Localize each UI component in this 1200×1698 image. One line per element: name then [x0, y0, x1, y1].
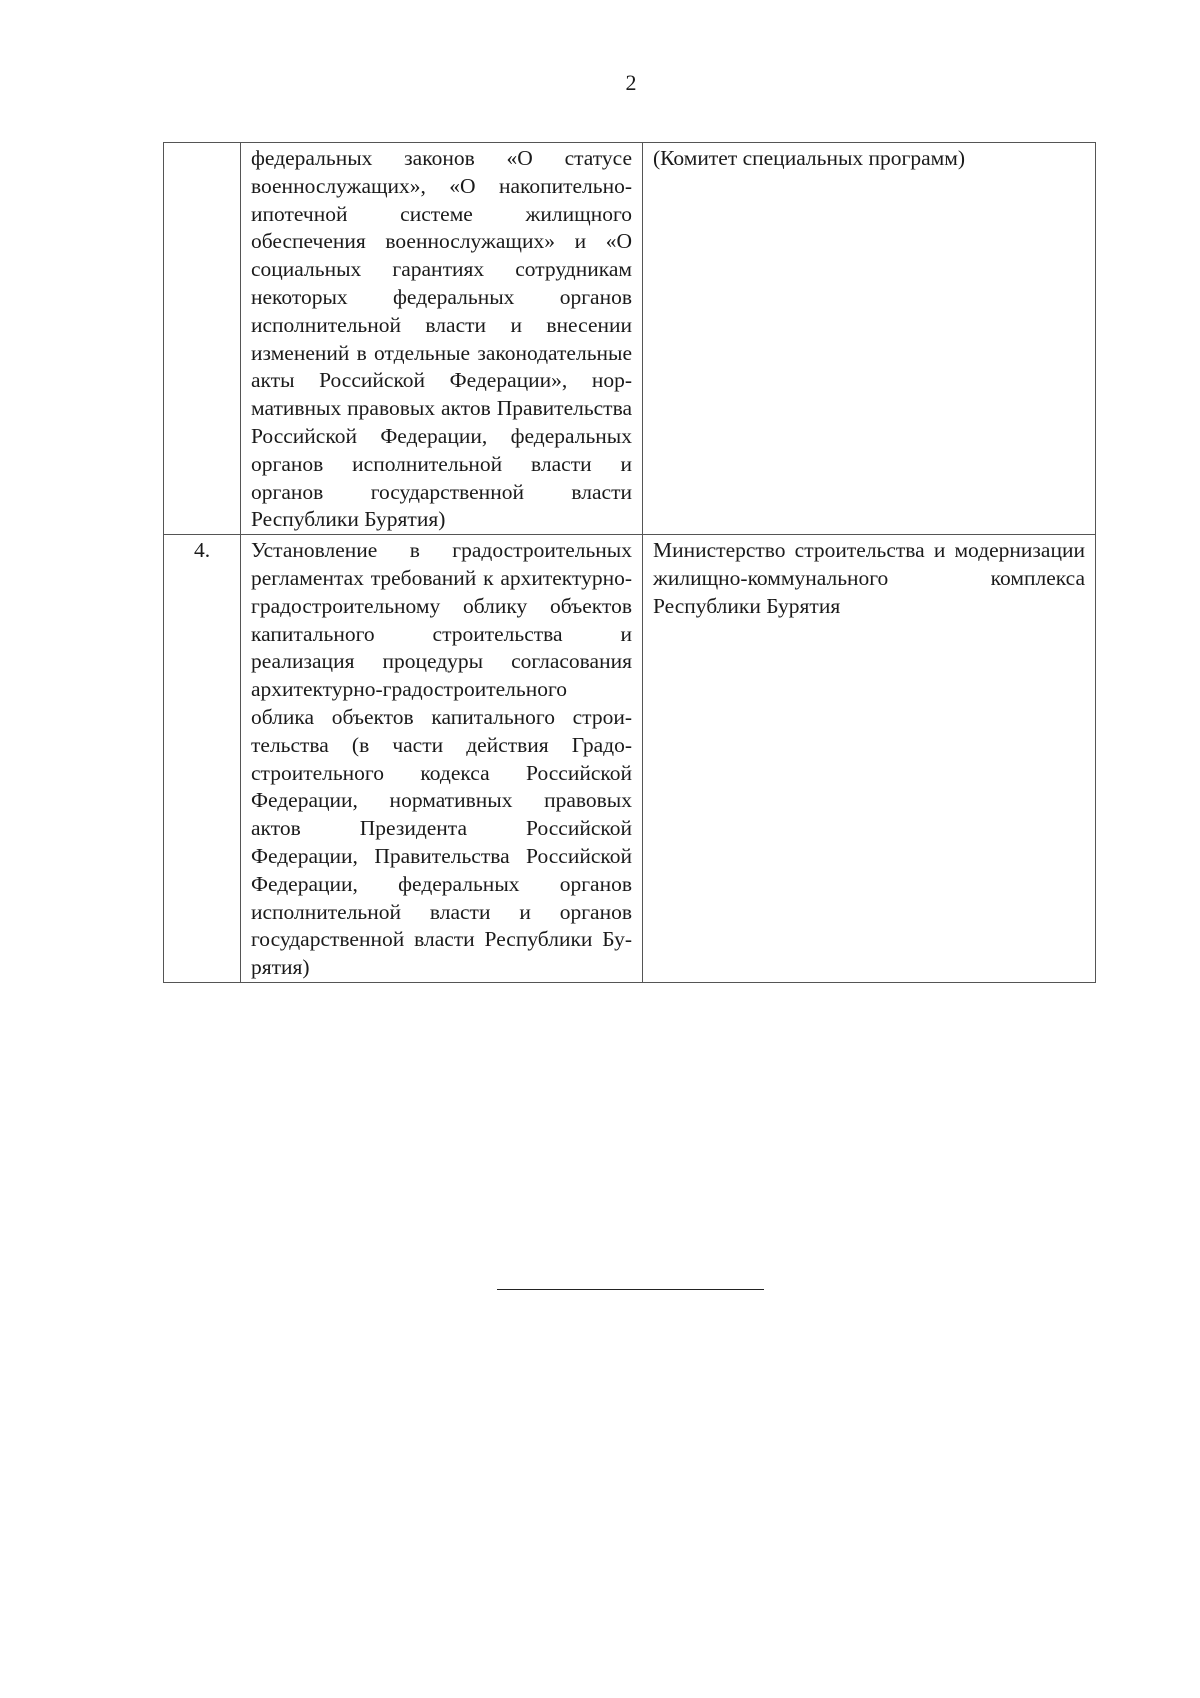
responsible-body-cell: Министерство строительства и модернизации жилищно-коммунального комплекса Республики Бурятия — [643, 535, 1096, 983]
responsible-body-cell: (Комитет специальных программ) — [643, 143, 1096, 535]
document-table — [163, 142, 1096, 983]
measure-content-cell: Установление в градостроительных регламентах требований к архитектурно-градостроительному облику объектов капитального строительства и реализация процедуры согласования архитектурно-градостроительного облика объектов капитального строительства (в части действия Градостроительного кодекса Российской Федерации, нормативных правовых актов Президента Российской Федерации, Правительства Российской Федерации, федеральных органов исполнительной власти и органов государственной власти Республики Бурятия) — [241, 535, 643, 983]
row-number-cell: 4. — [164, 535, 241, 983]
row-number-cell — [164, 143, 241, 535]
page-number: 2 — [625, 70, 637, 95]
table-row — [164, 535, 1096, 983]
table-row — [164, 143, 1096, 535]
measure-content-cell: федеральных законов «О статусе военнослужащих», «О накопительно-ипотечной системе жилищного обеспечения военнослужащих» и «О социальных гарантиях сотрудникам некоторых федеральных органов исполнительной власти и внесении изменений в отдельные законодательные акты Российской Федерации», нормативных правовых актов Правительства Российской Федерации, федеральных органов исполнительной власти и органов государственной власти Республики Бурятия) — [241, 143, 643, 535]
closing-divider-line — [497, 1289, 764, 1290]
